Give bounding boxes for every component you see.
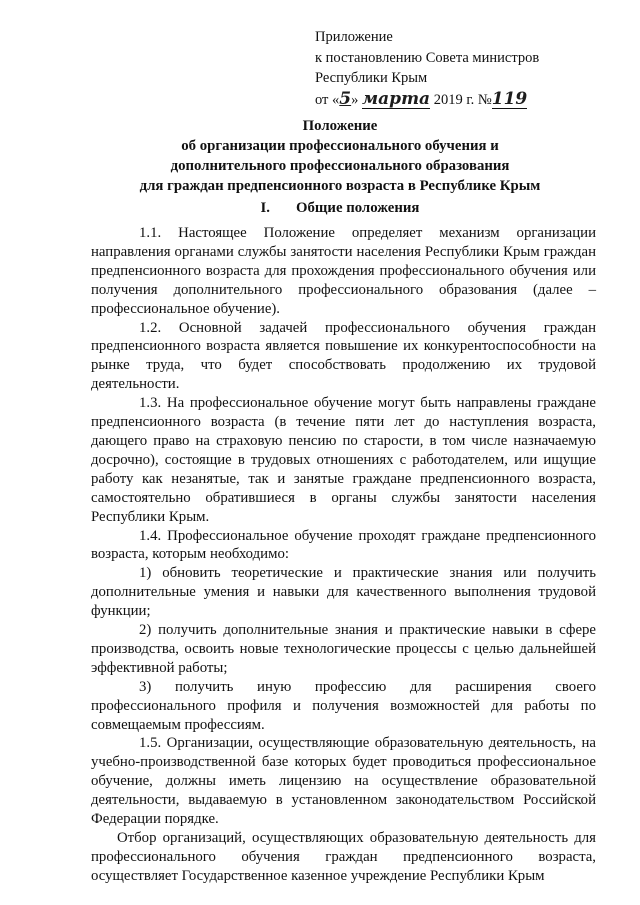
handwritten-day: 5 [339, 88, 352, 109]
date-suffix: 2019 г. № [430, 91, 492, 108]
document-body [91, 224, 596, 886]
title-line-3: дополнительного профессионального образования [170, 158, 510, 174]
approval-line-1: Приложение [315, 29, 393, 45]
approval-line-3: Республики Крым [315, 70, 428, 86]
section-title: Общие положения [296, 200, 420, 216]
section-heading [80, 200, 600, 217]
approval-date-line [315, 89, 539, 111]
title-line-4: для граждан предпенсионного возраста в Республике Крым [139, 178, 541, 194]
document-title [80, 116, 600, 196]
date-prefix: от « [315, 91, 340, 108]
list-item-3: 3) получить иную профессию для расширения своего профессионального профиля и получения возможностей для работы по совмещаемым профессиям. [91, 678, 596, 733]
date-mid: » [351, 91, 362, 108]
list-item-2: 2) получить дополнительные знания и практические навыки в сфере производства, освоить новые технологические процессы с целью дальнейшей эффективной работы; [91, 622, 596, 676]
handwritten-number: 119 [491, 88, 528, 109]
paragraph-1-1: 1.1. Настоящее Положение определяет механизм организации направления органами службы занятости населения Республики Крым граждан предпенсионного возраста для прохождения профессионального обучения или получения дополнительного профессионального образования (далее – профессиональное обучение). [91, 225, 596, 317]
paragraph-1-4: 1.4. Профессиональное обучение проходят граждане предпенсионного возраста, которым необходимо: [91, 527, 596, 563]
paragraph-1-5: 1.5. Организации, осуществляющие образовательную деятельность, на учебно-производственной базе которых будет проводиться профессиональное обучение, должны иметь лицензию на осуществление образовательной деятельности, выдаваемую в установленном законодательством Российской Федерации порядке. [91, 735, 596, 828]
handwritten-month: марта [362, 88, 431, 109]
paragraph-1-3: 1.3. На профессиональное обучение могут быть направлены граждане предпенсионного возраста (в течение пяти лет до наступления возраста, дающего право на страховую пенсию по старости, в том числе назначаемую досрочно), состоящие в трудовых отношениях с работодателем, или ищущие работу как незанятые, так и занятые граждане предпенсионного возраста, самостоятельно обратившиеся в органы службы занятости населения Республики Крым. [91, 395, 596, 525]
title-line-2: об организации профессионального обучения и [181, 138, 499, 154]
paragraph-selection: Отбор организаций, осуществляющих образовательную деятельность для профессионального обучения граждан предпенсионного возраста, осуществляет Государственное казенное учреждение Республики Крым [91, 830, 596, 884]
approval-block [315, 27, 539, 110]
section-number: I. [260, 200, 271, 216]
paragraph-1-2: 1.2. Основной задачей профессионального обучения граждан предпенсионного возраста является повышение их конкурентоспособности на рынке труда, что будет способствовать продолжению их трудовой деятельности. [91, 319, 596, 393]
approval-line-2: к постановлению Совета министров [315, 49, 540, 66]
title-line-1: Положение [302, 118, 378, 134]
list-item-1: 1) обновить теоретические и практические знания или получить дополнительные умения и навыки для качественного выполнения трудовой функции; [91, 565, 596, 620]
